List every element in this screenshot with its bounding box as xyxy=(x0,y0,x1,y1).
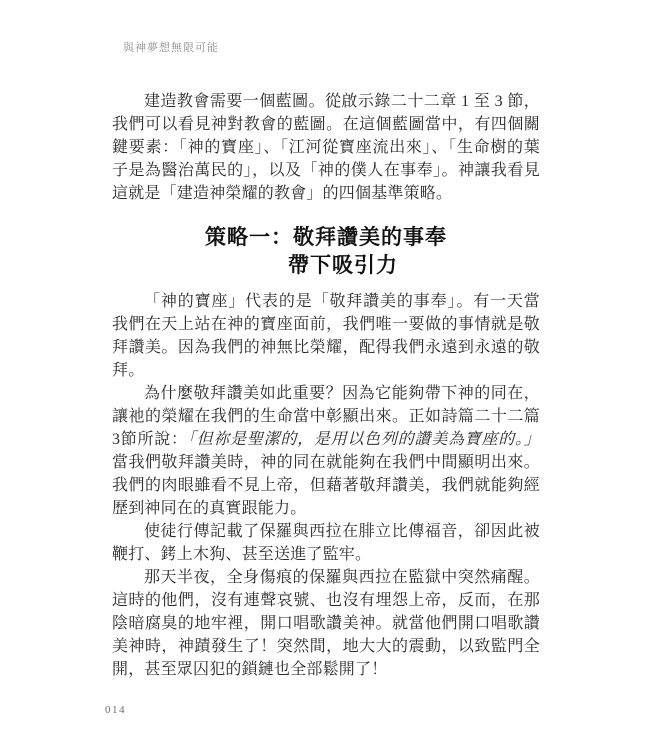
page-body xyxy=(112,90,540,681)
paragraph-why-worship-tail: 當我們敬拜讚美時，神的同在就能夠在我們中間顯明出來。我們的肉眼雖看不見上帝，但藉著敬拜讚美，我們就能夠經歷到神同在的真實跟能力。 xyxy=(112,454,540,517)
paragraph-intro: 建造教會需要一個藍圖。從啟示錄二十二章 1 至 3 節，我們可以看見神對教會的藍圖。在這個藍圖當中，有四個關鍵要素：「神的寶座」、「江河從寶座流出來」、「生命樹的葉子是為醫治萬民的」，以及「神的僕人在事奉」。神讓我看見這就是「建造神榮耀的教會」的四個基準策略。 xyxy=(112,93,540,202)
section-heading-line2: 帶下吸引力 xyxy=(288,254,398,277)
page-number: 014 xyxy=(105,704,126,716)
running-header: 與神夢想無限可能 xyxy=(123,42,219,54)
section-heading-line1: 策略一：敬拜讚美的事奉 xyxy=(205,226,447,249)
paragraph-throne: 「神的寶座」代表的是「敬拜讚美的事奉」。有一天當我們在天上站在神的寶座面前，我們唯一要做的事情就是敬拜讚美。因為我們的神無比榮耀，配得我們永遠到永遠的敬拜。 xyxy=(112,293,540,379)
paragraph-why-worship xyxy=(112,382,540,520)
paragraph-midnight-miracle: 那天半夜，全身傷痕的保羅與西拉在監獄中突然痛醒。這時的他們，沒有連聲哀號、也沒有埋怨上帝，反而，在那陰暗腐臭的地牢裡，開口唱歌讚美神。就當他們開口唱歌讚美神時，神蹟發生了！突然間，地大大的震動，以致監門全開，甚至眾囚犯的鎖鏈也全部鬆開了！ xyxy=(112,569,540,678)
paragraph-why-worship-lead: 為什麼敬拜讚美如此重要？因為它能夠帶下神的同在，讓祂的榮耀在我們的生命當中彰顯出來。正如詩篇二十二篇3節所說： xyxy=(112,385,540,448)
scripture-quote: 「但祢是聖潔的，是用以色列的讚美為寶座的。」 xyxy=(187,431,540,448)
paragraph-acts-story: 使徒行傳記載了保羅與西拉在腓立比傳福音，卻因此被鞭打、銬上木狗、甚至送進了監牢。 xyxy=(112,523,540,563)
section-heading xyxy=(112,224,540,280)
